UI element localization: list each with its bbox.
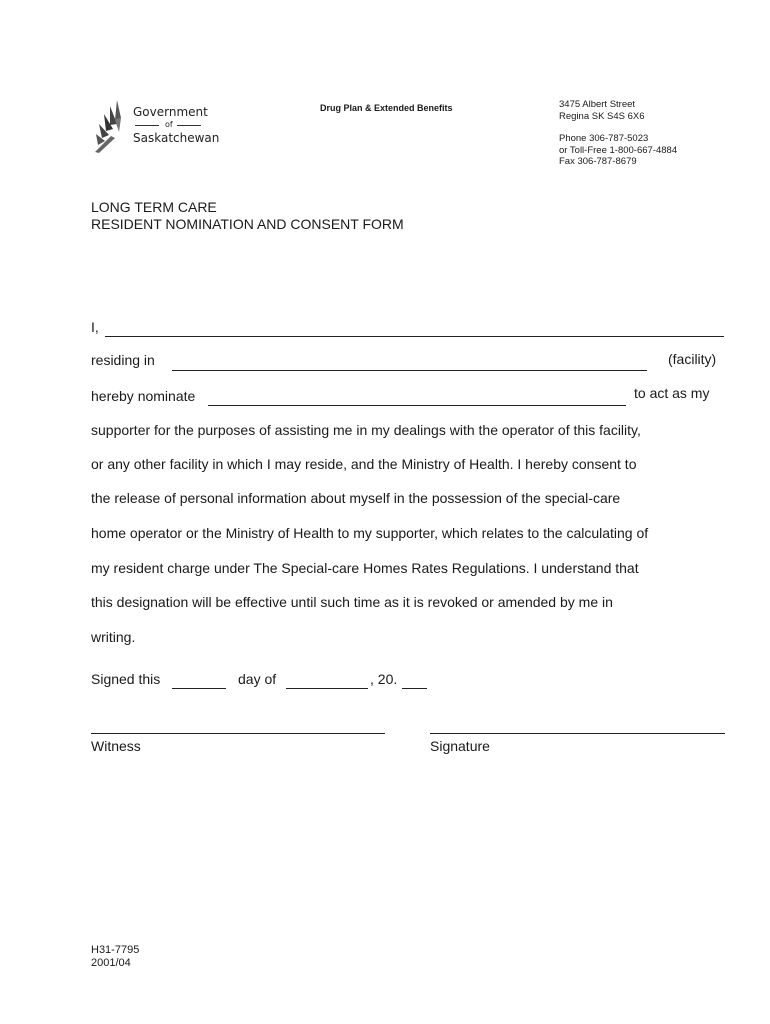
contact-address xyxy=(559,99,677,168)
logo-line-of: of xyxy=(165,120,173,129)
address-street: 3475 Albert Street xyxy=(559,99,636,110)
address-city: Regina SK S4S 6X6 xyxy=(559,110,645,122)
logo-line-government: Government xyxy=(133,105,208,119)
logo-divider-right xyxy=(177,125,201,126)
form-title-line1: LONG TERM CARE xyxy=(91,199,217,215)
form-revision-date: 2001/04 xyxy=(91,957,131,969)
month-field[interactable] xyxy=(286,688,368,689)
year-field[interactable] xyxy=(402,688,427,689)
consent-paragraph-line: writing. xyxy=(91,629,136,645)
logo-line-saskatchewan: Saskatchewan xyxy=(133,131,220,145)
nominate-label: hereby nominate xyxy=(91,388,196,404)
signature-label: Signature xyxy=(430,738,490,754)
address-fax: Fax 306-787-8679 xyxy=(559,156,637,167)
form-number: H31-7795 xyxy=(91,944,140,956)
signature-field[interactable] xyxy=(430,733,725,734)
witness-field[interactable] xyxy=(91,733,385,734)
logo-divider-left xyxy=(135,125,159,126)
i-label: I, xyxy=(91,319,99,335)
form-title xyxy=(91,199,404,233)
signed-this-label: Signed this xyxy=(91,671,161,687)
facility-field[interactable] xyxy=(172,370,647,371)
consent-paragraph-line: or any other facility in which I may reside, and the Ministry of Health. I hereby consent to xyxy=(91,456,637,472)
facility-label: (facility) xyxy=(668,351,717,367)
consent-paragraph-line: this designation will be effective until such time as it is revoked or amended by me in xyxy=(91,594,613,610)
year-prefix-label: , 20. xyxy=(370,671,398,687)
wheat-sheaf-icon xyxy=(95,98,131,154)
address-tollfree: or Toll-Free 1-800-667-4884 xyxy=(559,144,678,156)
consent-paragraph-line: home operator or the Ministry of Health to my supporter, which relates to the calculating of xyxy=(91,525,649,541)
consent-paragraph-line: the release of personal information about myself in the possession of the special-care xyxy=(91,490,621,506)
form-footer xyxy=(91,944,139,970)
address-phone: Phone 306-787-5023 xyxy=(559,133,649,144)
consent-paragraph-line: my resident charge under The Special-care Homes Rates Regulations. I understand that xyxy=(91,560,639,576)
residing-label: residing in xyxy=(91,352,155,368)
consent-paragraph-line: supporter for the purposes of assisting me in my dealings with the operator of this facility, xyxy=(91,422,641,438)
act-as-label: to act as my xyxy=(634,385,710,401)
form-title-line2: RESIDENT NOMINATION AND CONSENT FORM xyxy=(91,216,404,232)
department-name: Drug Plan & Extended Benefits xyxy=(320,103,453,113)
resident-name-field[interactable] xyxy=(105,336,724,337)
day-field[interactable] xyxy=(172,688,226,689)
government-logo xyxy=(95,98,220,154)
supporter-name-field[interactable] xyxy=(208,405,626,406)
witness-label: Witness xyxy=(91,738,141,754)
day-of-label: day of xyxy=(238,671,277,687)
